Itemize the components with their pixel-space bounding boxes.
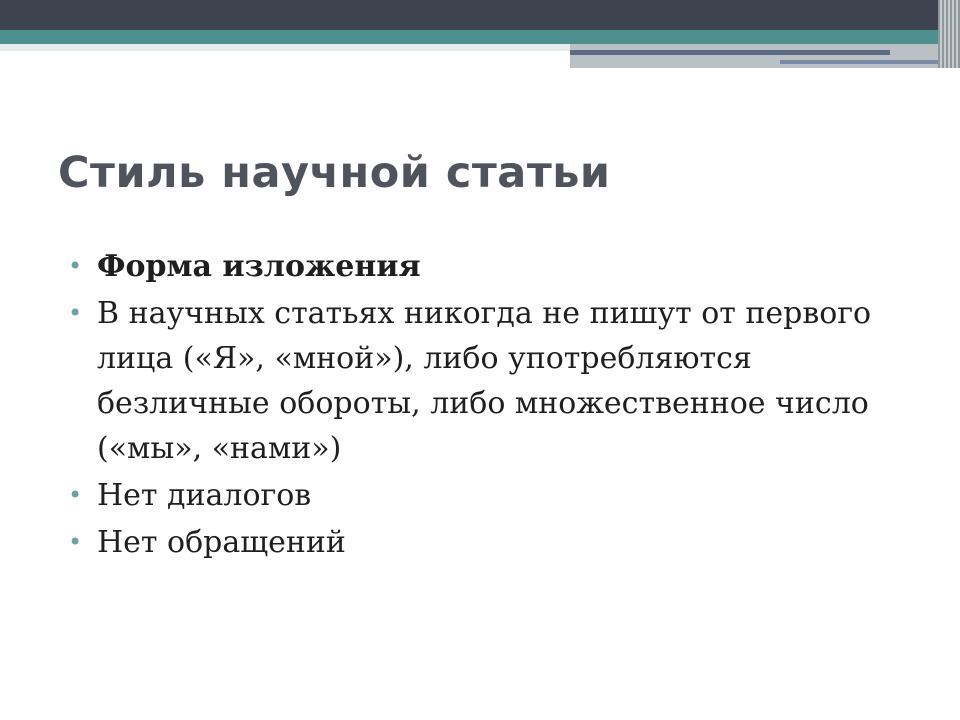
bullet-dot-icon: •	[68, 481, 83, 509]
bullet-item	[68, 473, 928, 518]
header-band-dark	[0, 0, 960, 30]
header-accent-line	[570, 50, 890, 55]
bullet-text: Нет диалогов	[97, 478, 312, 513]
bullet-item	[68, 244, 928, 289]
header-accent-line-short	[780, 60, 960, 64]
header-accent-gray	[570, 44, 960, 68]
bullet-item	[68, 291, 928, 471]
header-band-teal	[0, 30, 960, 44]
slide-title: Стиль научной статьи	[58, 148, 611, 198]
bullet-dot-icon: •	[68, 299, 83, 327]
bullet-text: Нет обращений	[97, 525, 346, 560]
bullet-list	[68, 244, 928, 567]
header-accent-stripes	[938, 0, 960, 68]
bullet-dot-icon: •	[68, 252, 83, 280]
bullet-text: Форма изложения	[97, 249, 421, 284]
bullet-text: В научных статьях никогда не пишут от первого лица («Я», «мной»), либо употребляются безличные обороты, либо множественное число («мы», «нами»)	[97, 296, 872, 466]
bullet-dot-icon: •	[68, 528, 83, 556]
bullet-item	[68, 520, 928, 565]
